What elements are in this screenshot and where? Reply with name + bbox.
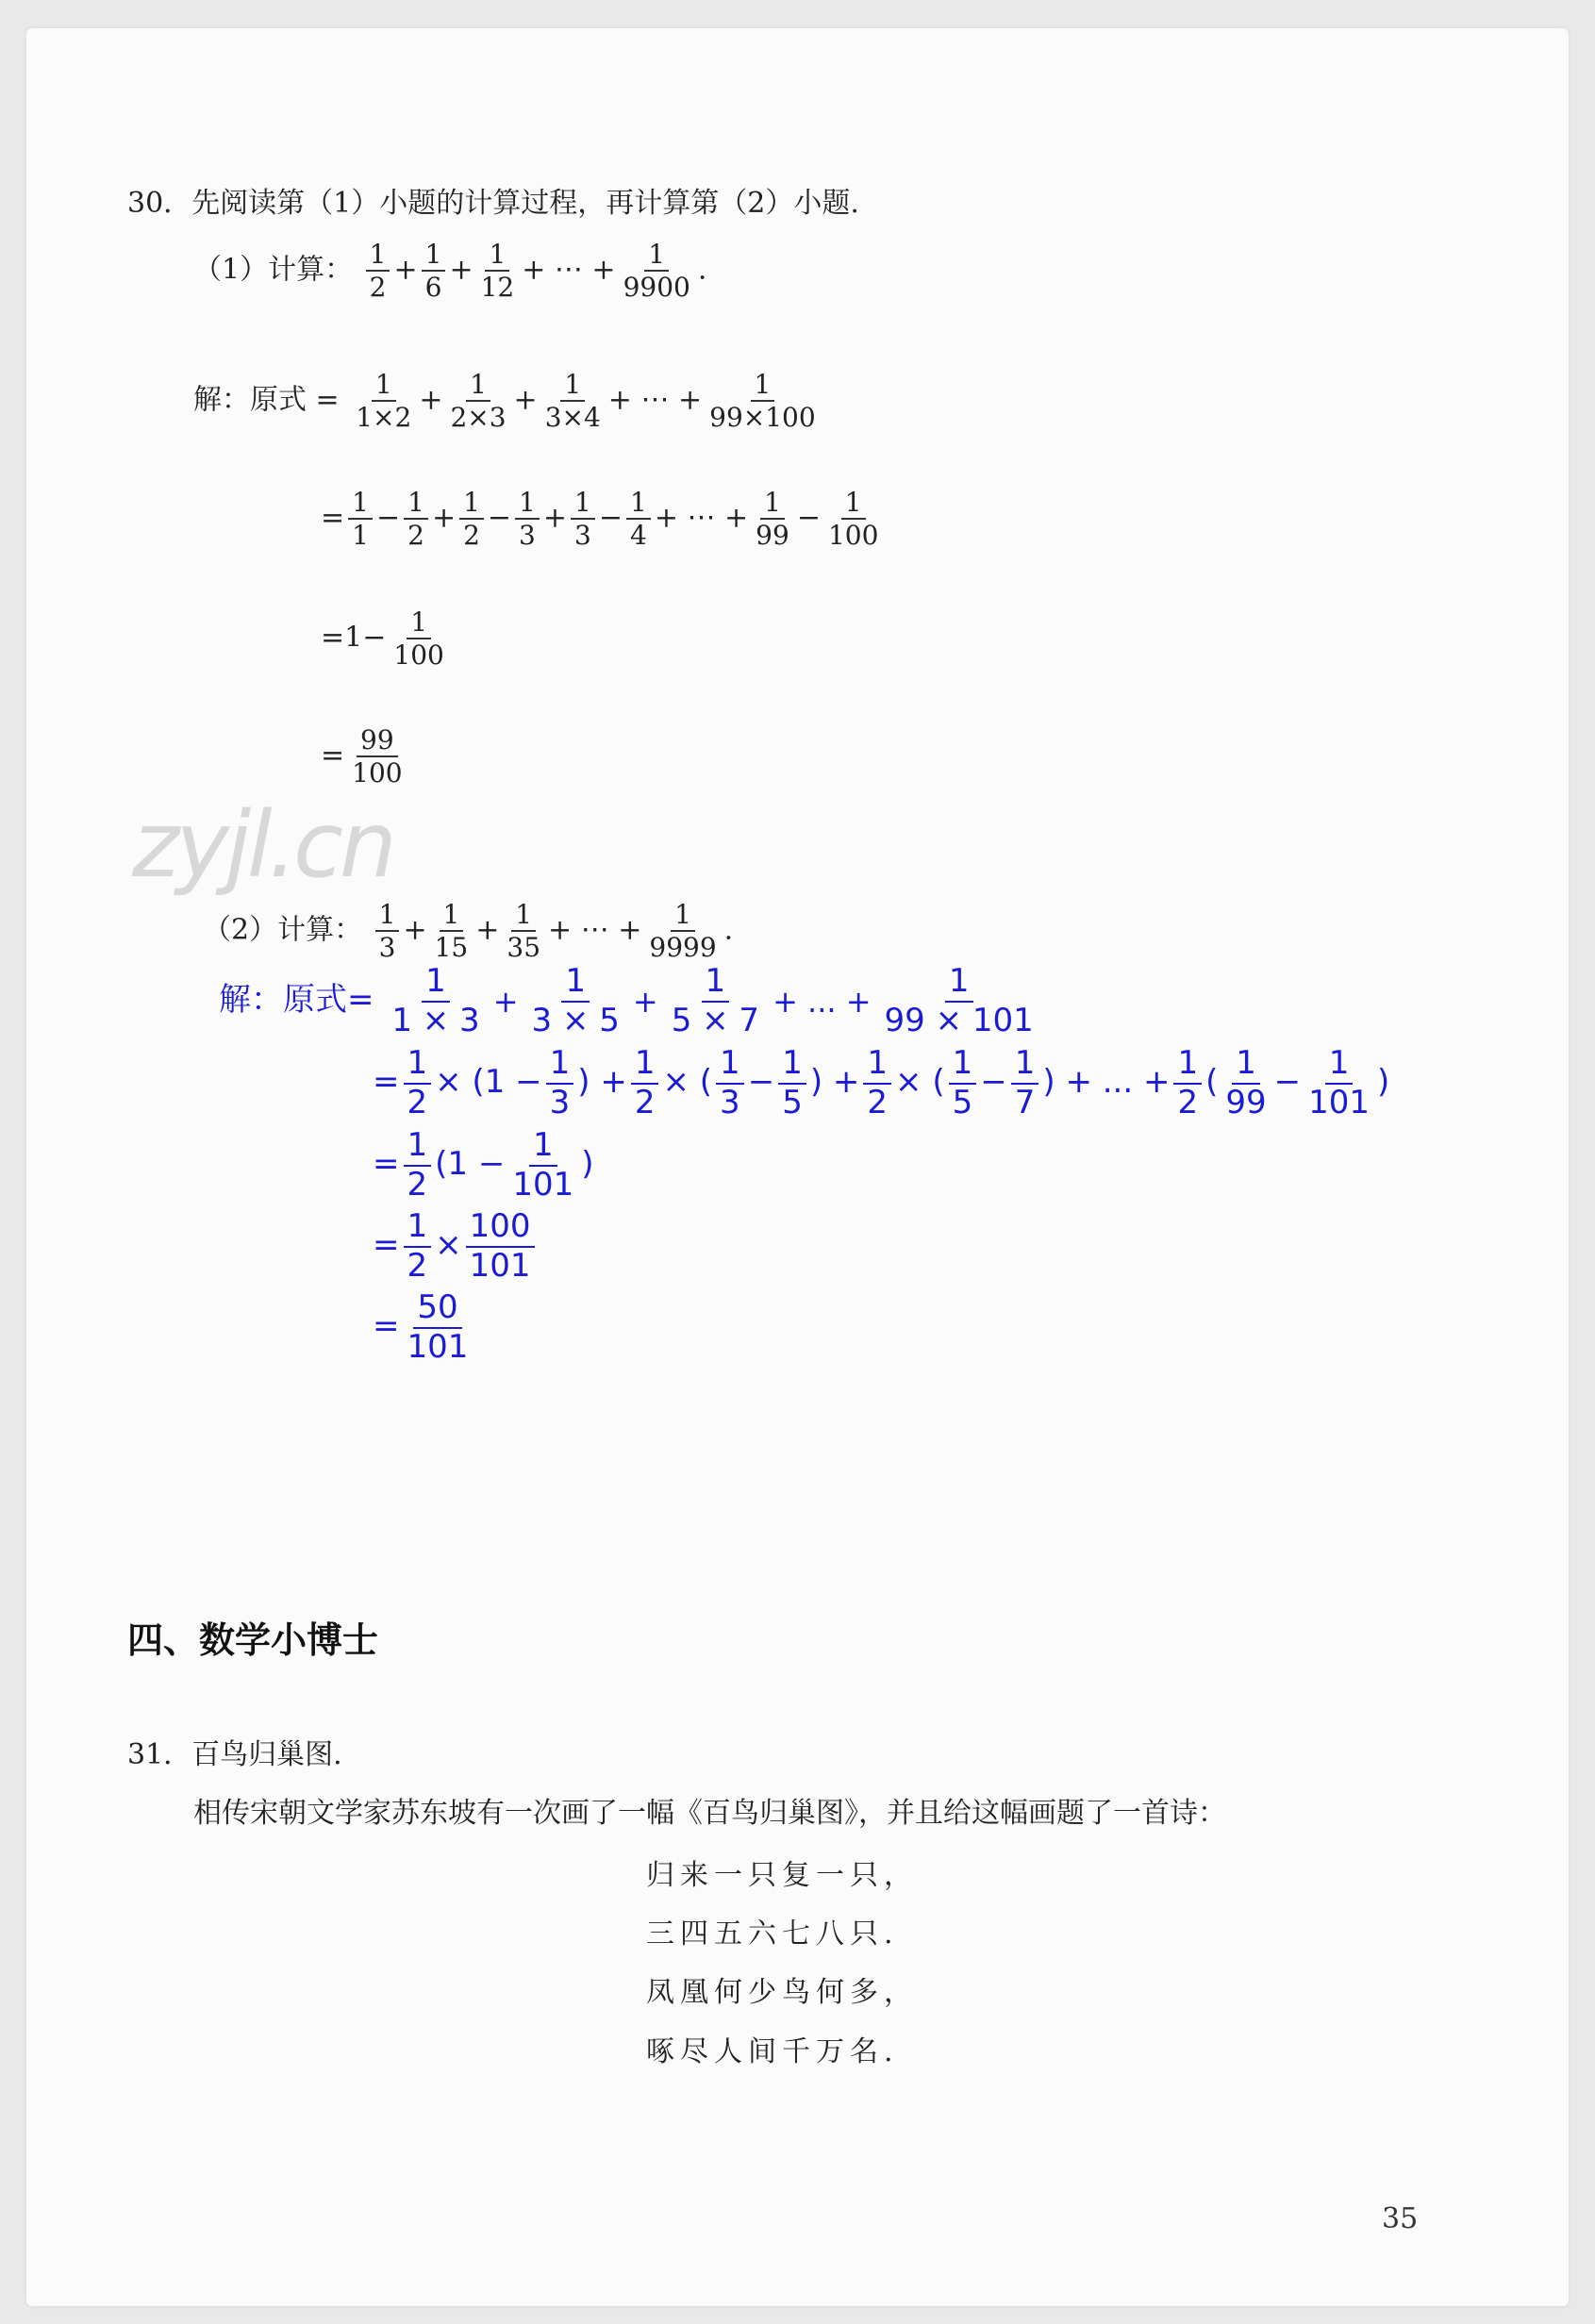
fraction: $\frac{1}{4}$ bbox=[626, 489, 651, 550]
fraction: $\frac{1}{3}$ bbox=[571, 489, 595, 550]
fraction: $\frac{1}{2}$ bbox=[1173, 1047, 1202, 1120]
fraction: $\frac{1}{2}$ bbox=[404, 489, 428, 550]
fraction: $\frac{1}{7}$ bbox=[1011, 1047, 1039, 1120]
solution-line-1: 解：原式 = $\frac{1}{1\times 2}$ + $\frac{1}{2\times 3}$ + $\frac{1}{3\times 4}$ + ⋯ + $\frac{1}{99\times 100}$ bbox=[193, 371, 823, 432]
fraction: $\frac{1}{5}$ bbox=[949, 1047, 977, 1120]
part1-label: （1）计算： bbox=[193, 253, 354, 287]
fraction: $\frac{1}{1 \times 3}$ bbox=[391, 962, 480, 1039]
answer-label: 解：原式= bbox=[219, 981, 374, 1020]
poem-line-4: 啄尽人间千万名. bbox=[646, 2035, 899, 2068]
fraction: $\frac{1}{2\times 3}$ bbox=[450, 369, 507, 434]
fraction: $\frac{1}{15}$ bbox=[434, 899, 469, 964]
watermark: zyjl.cn bbox=[132, 792, 393, 898]
fraction: $\frac{1}{2}$ bbox=[863, 1047, 891, 1120]
fraction: $\frac{1}{99}$ bbox=[1225, 1044, 1267, 1121]
answer-line-3: = $\frac{1}{2}$ (1 − $\frac{1}{101}$ ) bbox=[373, 1126, 594, 1204]
q30-title: 30．先阅读第（1）小题的计算过程，再计算第（2）小题. bbox=[127, 187, 859, 220]
fraction: $\frac{1}{35}$ bbox=[507, 899, 541, 964]
fraction: $\frac{1}{3}$ bbox=[716, 1047, 744, 1120]
fraction: $\frac{1}{2}$ bbox=[459, 489, 484, 550]
fraction: $\frac{1}{6}$ bbox=[422, 241, 446, 302]
solution-line-4: = $\frac{99}{100}$ bbox=[321, 726, 410, 788]
fraction: $\frac{1}{3 \times 5}$ bbox=[531, 962, 620, 1039]
fraction: $\frac{100}{101}$ bbox=[466, 1210, 535, 1283]
answer-line-2: = $\frac{1}{2}$ × (1 − $\frac{1}{3}$ ) + $\frac{1}{2}$ × ( $\frac{1}{3}$ − $\frac{1}{5}$ ) + $\frac{1}{2}$ × ( $\frac{1}{5}$ − $\frac{1}{7}$ ) + ... + $\frac{1}{2}$ ( $\frac{1}{99}$ − $\frac{1}{101}$ ) bbox=[373, 1044, 1390, 1121]
fraction: $\frac{1}{3}$ bbox=[515, 489, 540, 550]
fraction: $\frac{1}{1}$ bbox=[348, 489, 373, 550]
fraction: $\frac{1}{101}$ bbox=[512, 1126, 574, 1204]
fraction: $\frac{1}{9900}$ bbox=[623, 239, 690, 304]
answer-line-5: = $\frac{50}{101}$ bbox=[373, 1291, 475, 1364]
fraction: $\frac{1}{1\times 2}$ bbox=[356, 369, 412, 434]
fraction: $\frac{1}{9999}$ bbox=[649, 899, 717, 964]
page-number: 35 bbox=[1382, 2202, 1419, 2235]
fraction: $\frac{1}{99}$ bbox=[756, 487, 789, 552]
fraction: $\frac{1}{99 \times 101}$ bbox=[884, 962, 1034, 1039]
fraction: $\frac{1}{2}$ bbox=[404, 1129, 432, 1202]
fraction: $\frac{1}{99\times 100}$ bbox=[709, 369, 816, 434]
fraction: $\frac{1}{2}$ bbox=[631, 1047, 659, 1120]
fraction: $\frac{1}{2}$ bbox=[404, 1047, 432, 1120]
q31-title: 31．百鸟归巢图. bbox=[127, 1738, 342, 1771]
answer-line-4: = $\frac{1}{2}$ × $\frac{100}{101}$ bbox=[373, 1210, 539, 1283]
fraction: $\frac{1}{101}$ bbox=[1308, 1044, 1371, 1121]
poem-line-3: 凤凰何少鸟何多， bbox=[646, 1976, 918, 2009]
fraction: $\frac{1}{100}$ bbox=[827, 487, 879, 552]
solution-label: 解：原式 bbox=[193, 383, 307, 417]
fraction: $\frac{1}{100}$ bbox=[393, 606, 444, 672]
fraction: $\frac{1}{5 \times 7}$ bbox=[671, 962, 760, 1039]
fraction: $\frac{1}{3}$ bbox=[375, 901, 400, 962]
poem-line-1: 归来一只复一只， bbox=[646, 1859, 918, 1892]
q30-part1: （1）计算： $\frac{1}{2}$ + $\frac{1}{6}$ + $\frac{1}{12}$ + ⋯ + $\frac{1}{9900}$ . bbox=[193, 239, 707, 304]
fraction: $\frac{1}{2}$ bbox=[404, 1210, 432, 1283]
solution-line-2: = $\frac{1}{1}$ − $\frac{1}{2}$ + $\frac{1}{2}$ − $\frac{1}{3}$ + $\frac{1}{3}$ − $\frac{1}{4}$ + ⋯ + $\frac{1}{99}$ − $\frac{1}{100}$ bbox=[321, 489, 886, 550]
fraction: $\frac{1}{3\times 4}$ bbox=[544, 369, 601, 434]
part2-label: （2）计算： bbox=[203, 913, 363, 947]
section-title: 四、数学小博士 bbox=[127, 1619, 379, 1661]
q31-intro: 相传宋朝文学家苏东坡有一次画了一幅《百鸟归巢图》，并且给这幅画题了一首诗： bbox=[193, 1797, 1226, 1830]
fraction: $\frac{99}{100}$ bbox=[352, 724, 403, 789]
answer-line-1: 解：原式= $\frac{1}{1 \times 3}$ + $\frac{1}{3 \times 5}$ + $\frac{1}{5 \times 7}$ + ... + $\frac{1}{99 \times 101}$ bbox=[219, 965, 1041, 1038]
fraction: $\frac{1}{5}$ bbox=[778, 1047, 806, 1120]
poem-line-2: 三四五六七八只. bbox=[646, 1917, 899, 1950]
solution-line-3: =1− $\frac{1}{100}$ bbox=[321, 608, 452, 670]
fraction: $\frac{1}{12}$ bbox=[480, 239, 515, 304]
q30-part2: （2）计算： $\frac{1}{3}$ + $\frac{1}{15}$ + $\frac{1}{35}$ + ⋯ + $\frac{1}{9999}$ . bbox=[203, 899, 734, 964]
fraction: $\frac{50}{101}$ bbox=[407, 1288, 469, 1366]
fraction: $\frac{1}{2}$ bbox=[366, 241, 390, 302]
fraction: $\frac{1}{3}$ bbox=[546, 1047, 574, 1120]
